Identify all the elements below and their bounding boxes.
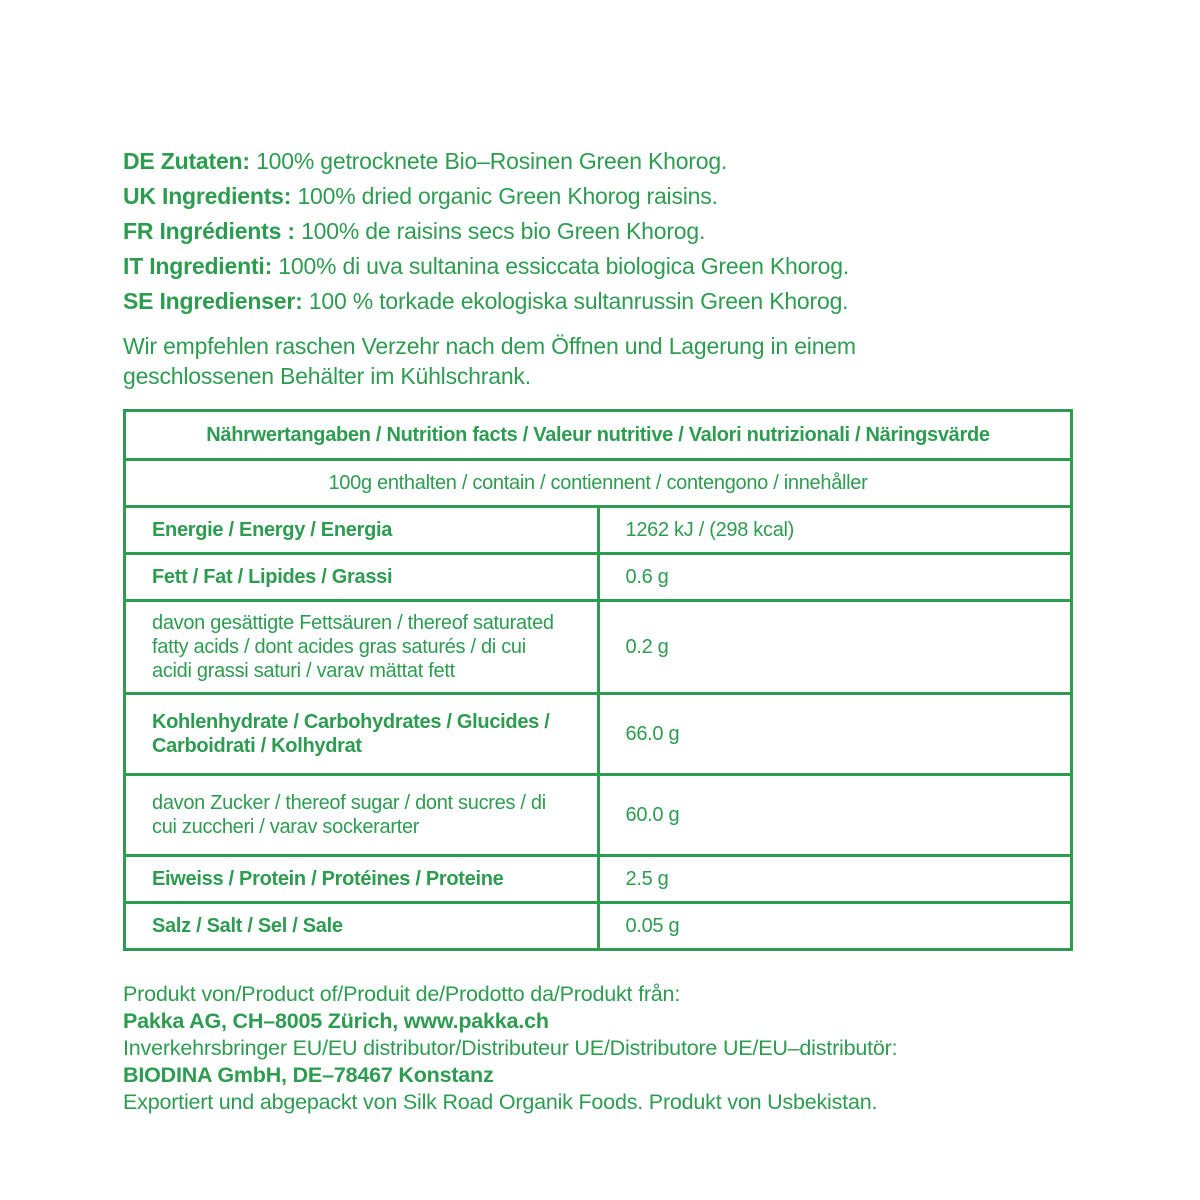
export-origin-line: Exportiert und abgepackt von Silk Road Organik Foods. Produkt von Usbekistan. (123, 1090, 878, 1114)
row-label-energy: Energie / Energy / Energia (125, 507, 599, 554)
table-row-fat (125, 554, 1072, 601)
ingredient-label-de: DE Zutaten: (123, 148, 250, 174)
row-value-sugar: 60.0 g (598, 775, 1072, 856)
ingredient-text-de: 100% getrocknete Bio–Rosinen Green Khorog. (256, 148, 728, 174)
table-row-carbohydrates (125, 694, 1072, 775)
nutrition-table-title-row (125, 411, 1072, 460)
row-value-carbohydrates: 66.0 g (598, 694, 1072, 775)
table-row-protein (125, 856, 1072, 903)
table-row-saturated-fat (125, 601, 1072, 694)
ingredient-label-fr: FR Ingrédients : (123, 218, 295, 244)
producer-intro-line: Produkt von/Product of/Produit de/Prodotto da/Produkt från: (123, 982, 681, 1006)
ingredient-label-uk: UK Ingredients: (123, 183, 292, 209)
ingredient-line-se (123, 284, 1073, 319)
ingredient-label-se: SE Ingredienser: (123, 288, 303, 314)
row-label-saturated-fat: davon gesättigte Fettsäuren / thereof saturated fatty acids / dont acides gras saturés / di cui acidi grassi saturi / varav mättat fett (125, 601, 599, 694)
ingredient-line-fr (123, 214, 1073, 249)
row-value-salt: 0.05 g (598, 903, 1072, 950)
ingredient-text-uk: 100% dried organic Green Khorog raisins. (297, 183, 718, 209)
ingredients-section (123, 144, 1073, 319)
ingredient-line-it (123, 249, 1073, 284)
row-label-carbohydrates: Kohlenhydrate / Carbohydrates / Glucides / Carboidrati / Kolhydrat (125, 694, 599, 775)
nutrition-table (123, 409, 1073, 951)
ingredient-line-uk (123, 179, 1073, 214)
nutrition-table-subtitle-row (125, 460, 1072, 507)
row-value-saturated-fat: 0.2 g (598, 601, 1072, 694)
row-label-sugar: davon Zucker / thereof sugar / dont sucres / di cui zuccheri / varav sockerarter (125, 775, 599, 856)
row-label-salt: Salz / Salt / Sel / Sale (125, 903, 599, 950)
producer-name-line: Pakka AG, CH–8005 Zürich, www.pakka.ch (123, 1009, 549, 1033)
ingredient-text-fr: 100% de raisins secs bio Green Khorog. (301, 218, 706, 244)
ingredient-label-it: IT Ingredienti: (123, 253, 273, 279)
row-value-fat: 0.6 g (598, 554, 1072, 601)
ingredient-text-it: 100% di uva sultanina essiccata biologica Green Khorog. (278, 253, 850, 279)
distributor-name-line: BIODINA GmbH, DE–78467 Konstanz (123, 1063, 494, 1087)
row-label-fat: Fett / Fat / Lipides / Grassi (125, 554, 599, 601)
row-label-protein: Eiweiss / Protein / Protéines / Proteine (125, 856, 599, 903)
table-row-energy (125, 507, 1072, 554)
storage-note: Wir empfehlen raschen Verzehr nach dem Öffnen und Lagerung in einem geschlossenen Behälter im Kühlschrank. (123, 333, 856, 389)
table-row-salt (125, 903, 1072, 950)
table-row-sugar (125, 775, 1072, 856)
producer-info-section (123, 981, 1073, 1116)
row-value-protein: 2.5 g (598, 856, 1072, 903)
nutrition-table-title: Nährwertangaben / Nutrition facts / Valeur nutritive / Valori nutrizionali / Näringsvärde (125, 411, 1072, 460)
ingredient-line-de (123, 144, 1073, 179)
distributor-intro-line: Inverkehrsbringer EU/EU distributor/Distributeur UE/Distributore UE/EU–distributör: (123, 1036, 898, 1060)
nutrition-table-subtitle: 100g enthalten / contain / contiennent / contengono / innehåller (125, 460, 1072, 507)
product-label-page (123, 144, 1073, 1116)
ingredient-text-se: 100 % torkade ekologiska sultanrussin Green Khorog. (308, 288, 849, 314)
row-value-energy: 1262 kJ / (298 kcal) (598, 507, 1072, 554)
